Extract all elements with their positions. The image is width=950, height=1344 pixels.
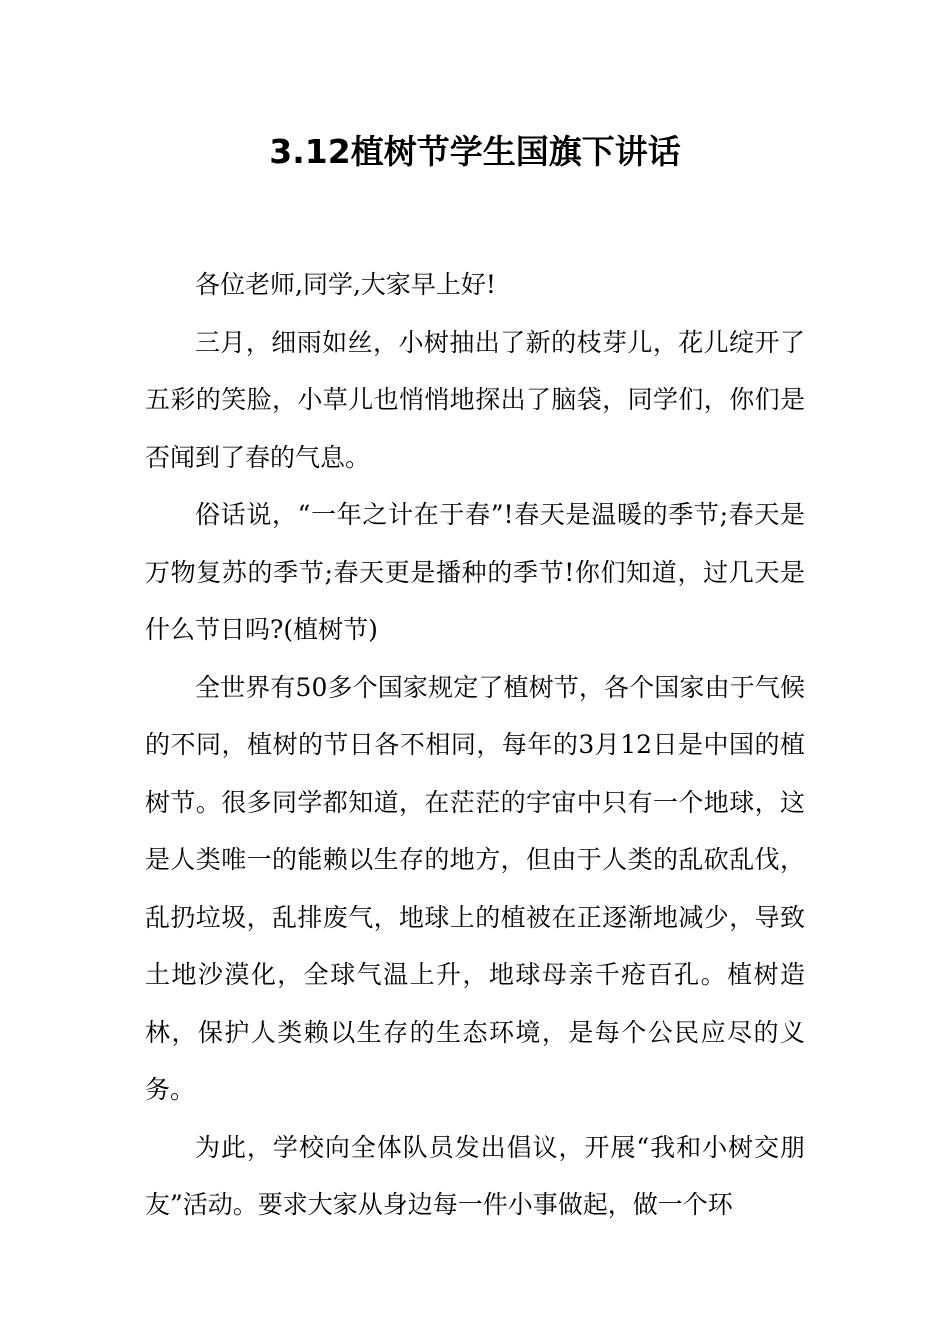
spring-paragraph: 三月，细雨如丝，小树抽出了新的枝芽儿，花儿绽开了五彩的笑脸，小草儿也悄悄地探出了脑袋，同学们，你们是否闻到了春的气息。	[145, 327, 805, 472]
greeting-paragraph: 各位老师,同学,大家早上好!	[195, 270, 496, 299]
arbor-day-paragraph: 全世界有50多个国家规定了植树节，各个国家由于气候的不同，植树的节日各不相同，每年的3月12日是中国的植树节。很多同学都知道，在茫茫的宇宙中只有一个地球，这是人类唯一的能赖以生存的地方，但由于人类的乱砍乱伐，乱扔垃圾，乱排废气，地球上的植被在正逐渐地减少，导致土地沙漠化，全球气温上升，地球母亲千疮百孔。植树造林，保护人类赖以生存的生态环境，是每个公民应尽的义务。	[145, 672, 805, 1104]
page-title: 3.12植树节学生国旗下讲话	[269, 132, 681, 171]
speech-body	[145, 256, 805, 1234]
proposal-paragraph: 为此，学校向全体队员发出倡议，开展“我和小树交朋友”活动。要求大家从身边每一件小事做起，做一个环	[145, 1132, 805, 1219]
proverb-paragraph: 俗话说，“一年之计在于春”!春天是温暖的季节;春天是万物复苏的季节;春天更是播种的季节!你们知道，过几天是什么节日吗?(植树节)	[145, 500, 805, 644]
